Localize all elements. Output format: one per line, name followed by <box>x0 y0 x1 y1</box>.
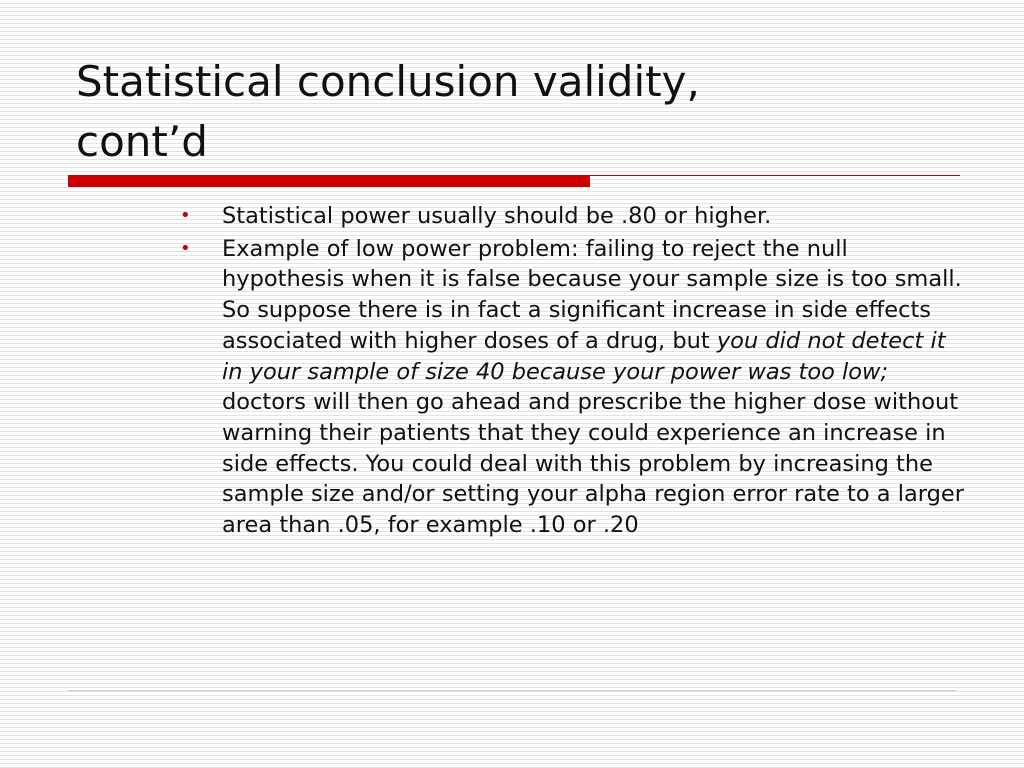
bullet-text <box>222 234 968 541</box>
bullet-list <box>178 201 968 541</box>
slide-title-line-2: cont’d <box>76 117 208 166</box>
bullet-text: Statistical power usually should be .80 or higher. <box>222 203 772 229</box>
bullet-text-start: Example of low power problem: failing to reject the null hypothesis when it is false because your sample size is too small. So suppose there is in fact a significant increase in side effects associated with higher doses of a drug, but <box>222 235 962 354</box>
bullet-text-end: doctors will then go ahead and prescribe the higher dose without warning their patients that they could experience an increase in side effects. You could deal with this problem by increasing the sample size and/or setting your alpha region error rate to a larger area than .05, for example .10 or .20 <box>222 389 964 539</box>
slide-title-line-1: Statistical conclusion validity, <box>76 57 700 106</box>
bullet-item-example <box>178 234 968 541</box>
slide-title <box>76 52 956 172</box>
title-divider-line <box>590 175 960 176</box>
bullet-icon: • <box>180 205 191 226</box>
bullet-item-power <box>178 201 968 232</box>
bullet-text-italic-emphasis: you did not detect it in your sample of size 40 because your power was too low; <box>222 327 946 385</box>
bullet-icon: • <box>180 237 191 259</box>
title-accent-bar <box>68 175 590 187</box>
footer-divider-line <box>68 690 956 691</box>
